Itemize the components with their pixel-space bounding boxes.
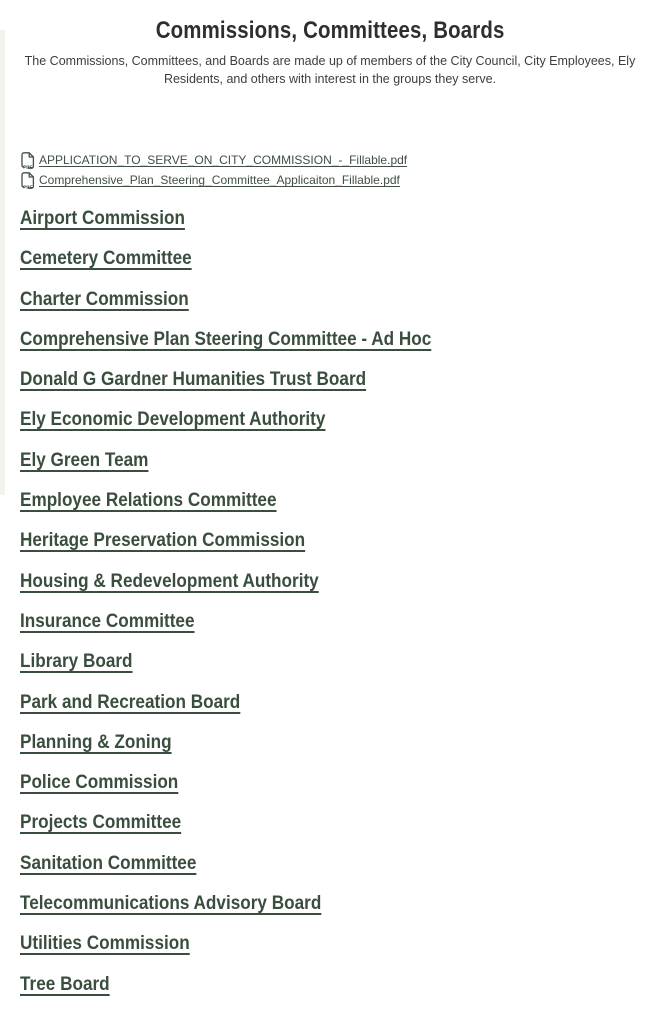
pdf-link-row bbox=[21, 170, 660, 190]
left-edge-strip bbox=[0, 30, 5, 495]
list-item bbox=[20, 973, 660, 995]
board-links-list bbox=[20, 207, 660, 995]
board-link[interactable]: Park and Recreation Board bbox=[20, 690, 241, 713]
board-link[interactable]: Sanitation Committee bbox=[20, 851, 197, 874]
list-item bbox=[20, 932, 660, 954]
list-item bbox=[20, 529, 660, 551]
list-item bbox=[20, 368, 660, 390]
list-item bbox=[20, 731, 660, 753]
board-link[interactable]: Insurance Committee bbox=[20, 609, 195, 632]
pdf-links-section bbox=[21, 150, 660, 190]
board-link[interactable]: Telecommunications Advisory Board bbox=[20, 892, 322, 915]
board-link[interactable]: Cemetery Committee bbox=[20, 247, 192, 270]
board-link[interactable]: Heritage Preservation Commission bbox=[20, 529, 306, 552]
list-item bbox=[20, 247, 660, 269]
page-description: The Commissions, Committees, and Boards are made up of members of the City Council, City Employees, Ely Residents, and others with interest in the groups they serve. bbox=[24, 54, 636, 86]
list-item bbox=[20, 650, 660, 672]
pdf-file-icon bbox=[21, 172, 35, 189]
list-item bbox=[20, 288, 660, 310]
board-link[interactable]: Utilities Commission bbox=[20, 932, 190, 955]
page-header bbox=[0, 0, 660, 88]
board-link[interactable]: Projects Committee bbox=[20, 811, 182, 834]
pdf-link[interactable]: APPLICATION_TO_SERVE_ON_CITY_COMMISSION_-_Fillable.pdf bbox=[39, 153, 408, 167]
list-item bbox=[20, 892, 660, 914]
list-item bbox=[20, 489, 660, 511]
list-item bbox=[20, 570, 660, 592]
list-item bbox=[20, 408, 660, 430]
pdf-link-row bbox=[21, 150, 660, 170]
svg-text:PDF: PDF bbox=[23, 183, 33, 189]
svg-text:PDF: PDF bbox=[23, 163, 33, 169]
list-item bbox=[20, 207, 660, 229]
list-item bbox=[20, 811, 660, 833]
board-link[interactable]: Police Commission bbox=[20, 771, 179, 794]
board-link[interactable]: Charter Commission bbox=[20, 287, 189, 310]
board-link[interactable]: Library Board bbox=[20, 650, 133, 673]
board-link[interactable]: Ely Economic Development Authority bbox=[20, 408, 326, 431]
list-item bbox=[20, 449, 660, 471]
pdf-file-icon bbox=[21, 152, 35, 169]
list-item bbox=[20, 771, 660, 793]
list-item bbox=[20, 610, 660, 632]
board-link[interactable]: Tree Board bbox=[20, 972, 110, 995]
list-item bbox=[20, 852, 660, 874]
board-link[interactable]: Donald G Gardner Humanities Trust Board bbox=[20, 368, 367, 391]
board-link[interactable]: Airport Commission bbox=[20, 207, 185, 229]
list-item bbox=[20, 328, 660, 350]
board-link[interactable]: Housing & Redevelopment Authority bbox=[20, 569, 319, 592]
board-link[interactable]: Comprehensive Plan Steering Committee - Ad Hoc bbox=[20, 327, 432, 350]
list-item bbox=[20, 691, 660, 713]
board-link[interactable]: Ely Green Team bbox=[20, 448, 149, 471]
board-link[interactable]: Employee Relations Committee bbox=[20, 489, 277, 512]
board-link[interactable]: Planning & Zoning bbox=[20, 730, 172, 753]
page-title: Commissions, Committees, Boards bbox=[155, 17, 505, 44]
pdf-link[interactable]: Comprehensive_Plan_Steering_Committee_Applicaiton_Fillable.pdf bbox=[39, 173, 400, 187]
